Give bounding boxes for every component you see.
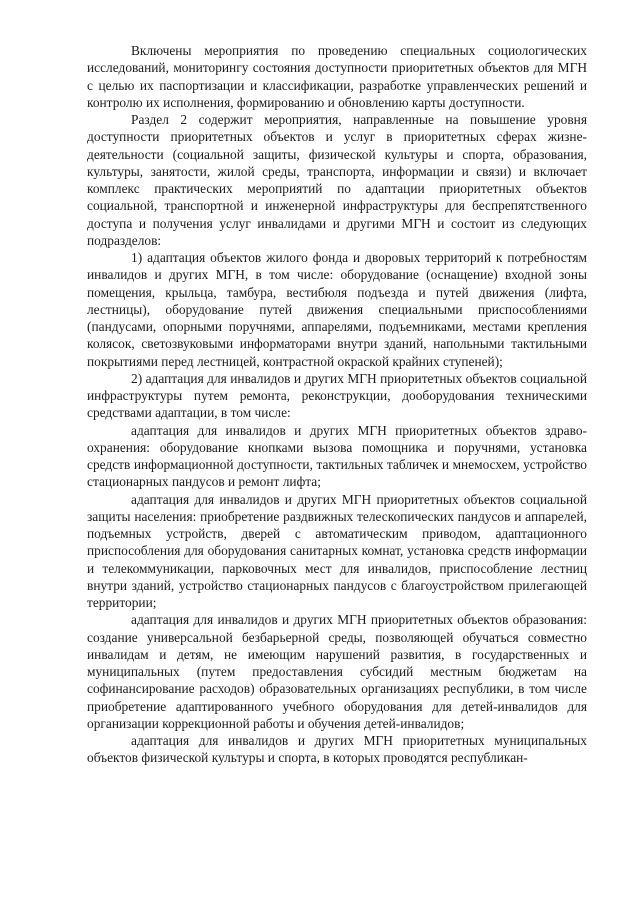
paragraph-item-1-housing: 1) адаптация объектов жилого фонда и дворовых территорий к потребностям инвалидов и других МГН, в том числе: оборудование (оснащение) входной зоны помещения, крыльца, тамбура, вестибюля подъезда и путей движения (лифта, лестницы), оборудование путей движения специальными приспособлениями (пандусами, опорными поручнями, аппарелями, подъемниками, местами крепления колясок, светозвуковыми информаторами внутри зданий, напольными тактильными покрытиями перед лестницей, контрастной окраской крайних ступеней); (87, 250, 587, 369)
paragraph-social-protection-adaptation: адаптация для инвалидов и других МГН приоритетных объектов социальной защиты населения: приобретение раздвижных телескопических пандусов и аппарелей, подъемных устройств, дверей с автоматическим приводом, адаптационного приспособления для оборудования санитарных комнат, установка средств информации и телекоммуникации, парковочных мест для инвалидов, приспособление лестниц внутри зданий, устройство стационарных пандусов с благоустройством прилегающей территории; (87, 491, 587, 610)
paragraph-item-2-social-infrastructure: 2) адаптация для инвалидов и других МГН приоритетных объектов социальной инфраструктуры путем ремонта, реконструкции, дооборудования техническими средствами адаптации, в том числе: (87, 370, 587, 421)
paragraph-healthcare-adaptation: адаптация для инвалидов и других МГН приоритетных объектов здравоохранения: оборудование кнопками вызова помощника и поручнями, установка средств информационной доступности, тактильных табличек и мнемосхем, устройство стационарных пандусов и ремонт лифта; (87, 422, 587, 490)
paragraph-education-adaptation: адаптация для инвалидов и других МГН приоритетных объектов образования: создание универсальной безбарьерной среды, позволяющей обучаться совместно инвалидам и детям, не имеющим нарушений развития, в государственных и муниципальных (путем предоставления субсидий местным бюджетам на софинансирование расходов) образовательных организациях республики, в том числе приобретение адаптированного учебного оборудования для детей-инвалидов для организации коррекционной работы и обучения детей-инвалидов; (87, 612, 587, 731)
paragraph-studies-monitoring: Включены мероприятия по проведению специальных социологических исследований, мониторингу состояния доступности приоритетных объектов для МГН с целью их паспортизации и классификации, разработке управленческих решений и контролю их исполнения, формированию и обновлению карты доступности. (87, 43, 587, 110)
paragraph-section-2-intro: Раздел 2 содержит мероприятия, направленные на повышение уровня доступности приоритетных объектов и услуг в приоритетных сферах жизнедеятельности (социальной защиты, физической культуры и спорта, образования, культуры, занятости, жилой среды, транспорта, информации и связи) и включает комплекс практических мероприятий по адаптации приоритетных объектов социальной, транспортной и инженерной инфраструктуры для беспрепятственного доступа и получения услуг инвалидами и другими МГН и состоит из следующих подразделов: (87, 112, 587, 248)
document-page (87, 42, 587, 767)
paragraph-sports-adaptation: адаптация для инвалидов и других МГН приоритетных муниципальных объектов физической культуры и спорта, в которых проводятся республикан- (87, 733, 587, 766)
